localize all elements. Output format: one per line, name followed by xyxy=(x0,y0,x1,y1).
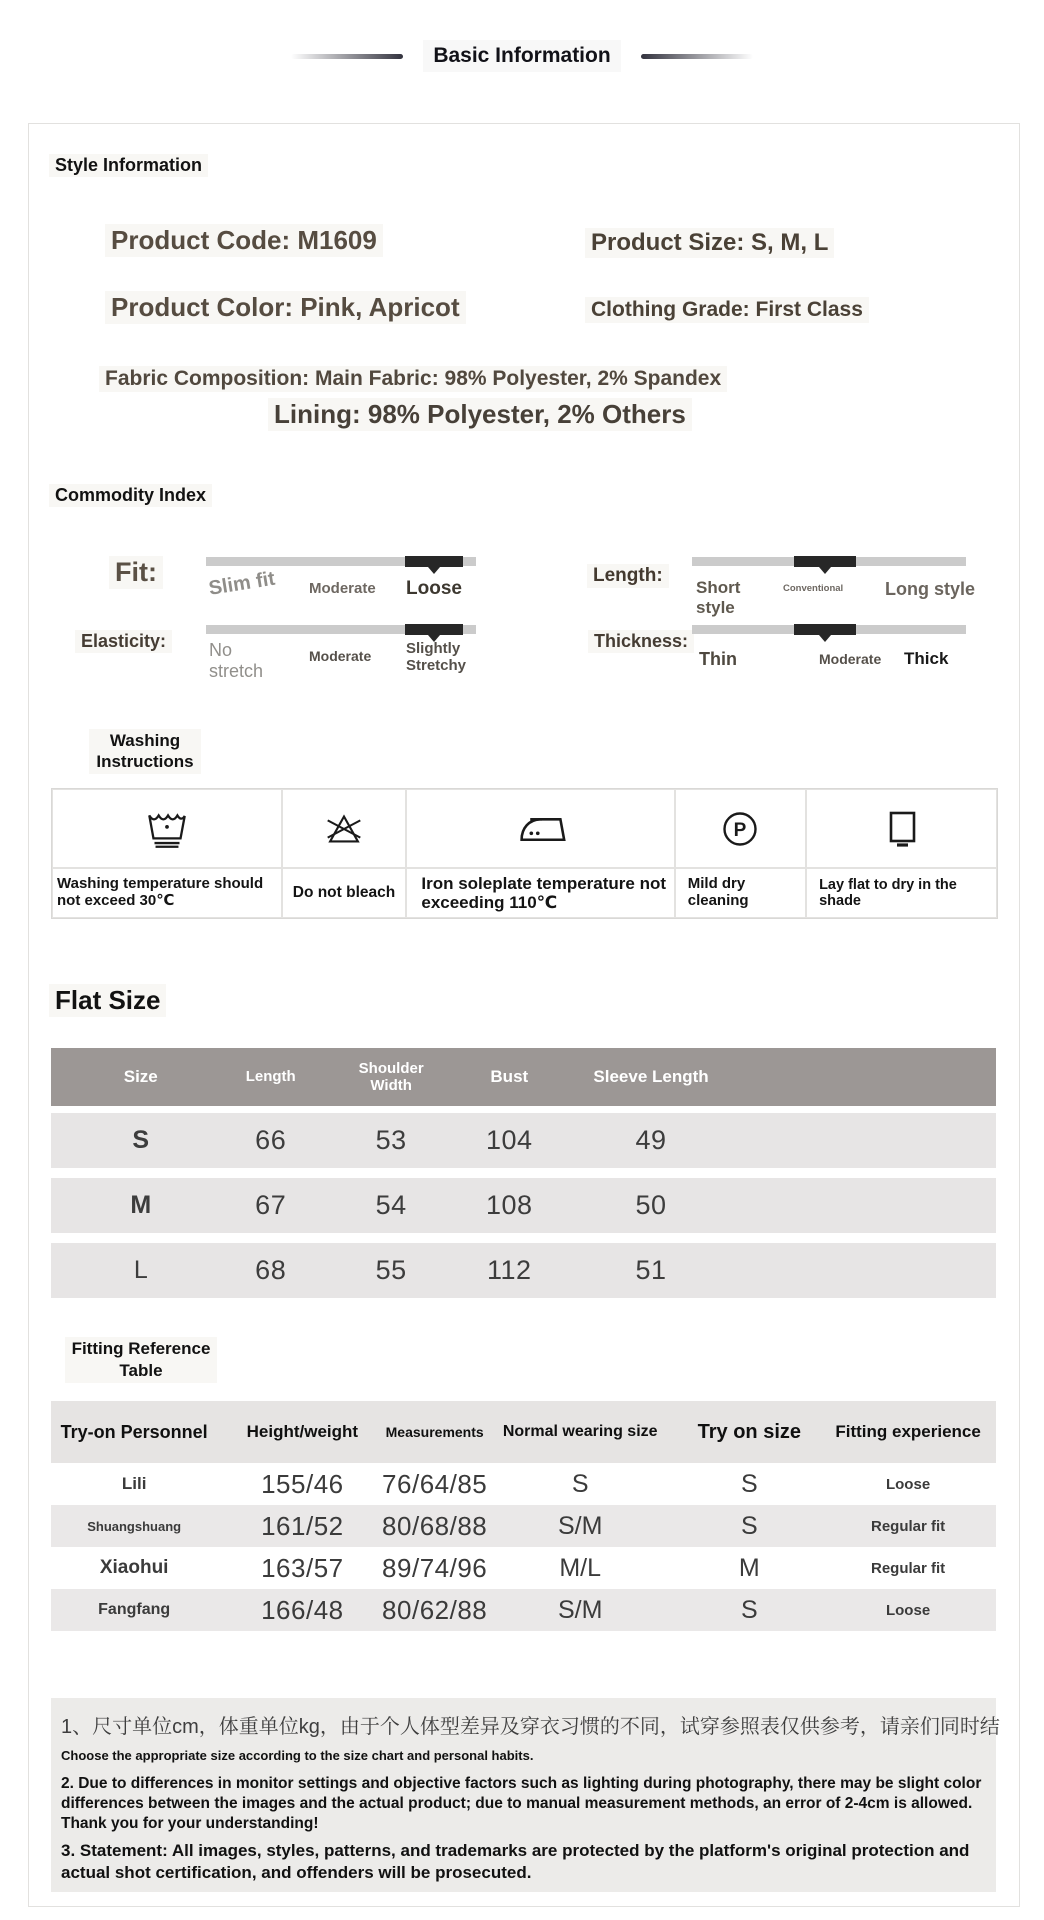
cell-bust: 108 xyxy=(486,1190,533,1220)
notes-block xyxy=(51,1698,1000,1892)
cell-bust: 104 xyxy=(486,1125,533,1155)
thickness-slider-pointer-icon xyxy=(819,635,831,642)
commodity-index-heading: Commodity Index xyxy=(49,484,212,507)
cell-experience: Loose xyxy=(885,1475,931,1493)
cell-experience: Regular fit xyxy=(870,1559,946,1577)
elasticity-slider xyxy=(75,616,495,706)
fitting-row-lili xyxy=(51,1463,996,1505)
cell-height-weight: 161/52 xyxy=(261,1510,344,1541)
banner xyxy=(0,40,1044,72)
length-tick-short-style: Short style xyxy=(696,578,741,617)
fit-slider-track xyxy=(206,557,476,566)
washing-instructions-heading: Washing Instructions xyxy=(89,729,201,774)
decorative-line-left-icon xyxy=(291,54,403,59)
fit-col-normal-size: Normal wearing size xyxy=(502,1423,658,1440)
cell-normal-size: S/M xyxy=(557,1595,603,1624)
fit-tick-moderate: Moderate xyxy=(309,580,376,597)
product-color: Product Color: Pink, Apricot xyxy=(105,291,466,324)
wash-30-icon xyxy=(52,789,282,868)
fit-slider-pointer-icon xyxy=(428,567,440,574)
elasticity-tick-moderate: Moderate xyxy=(309,648,372,664)
flat-col-bust: Bust xyxy=(490,1067,529,1087)
cell-measurements: 80/62/88 xyxy=(382,1594,488,1625)
decorative-line-right-icon xyxy=(641,54,753,59)
cell-length: 67 xyxy=(255,1190,287,1220)
slider-label-thickness: Thickness: xyxy=(588,630,694,653)
cell-length: 66 xyxy=(255,1125,287,1155)
flat-col-length: Length xyxy=(245,1068,296,1086)
lining-composition: Lining: 98% Polyester, 2% Others xyxy=(268,398,692,431)
flat-size-row-l xyxy=(51,1243,996,1298)
slider-label-elasticity: Elasticity: xyxy=(75,630,172,653)
note-1-zh: 1、尺寸单位cm，体重单位kg，由于个人体型差异及穿衣习惯的不同，试穿参照表仅供参考，请亲们同时结 xyxy=(61,1716,1000,1738)
cell-size: M xyxy=(130,1191,152,1219)
thickness-slider-track xyxy=(692,625,966,634)
fit-col-try-on-size: Try on size xyxy=(697,1420,802,1443)
cell-sleeve: 50 xyxy=(635,1190,667,1220)
fit-col-measurements: Measurements xyxy=(385,1424,484,1440)
cell-experience: Loose xyxy=(885,1601,931,1619)
length-tick-long-style: Long style xyxy=(885,579,976,599)
note-2: 2. Due to differences in monitor settings and objective factors such as lighting during photography, there may be slight color differences between the images and the actual product; due to manual measurement methods, an error of 2-4cm is allowed. Thank you for your understanding! xyxy=(61,1775,982,1832)
flat-size-table-header xyxy=(51,1048,996,1106)
cell-bust: 112 xyxy=(487,1255,532,1285)
fit-slider-active-segment xyxy=(405,556,463,567)
cell-person: Lili xyxy=(121,1474,147,1493)
cell-height-weight: 155/46 xyxy=(261,1468,344,1499)
fitting-row-fangfang xyxy=(51,1589,996,1631)
wash-caption-dry-clean: Mild dry cleaning xyxy=(675,868,806,918)
cell-length: 68 xyxy=(255,1255,287,1285)
cell-size: L xyxy=(133,1256,148,1284)
cell-normal-size: S xyxy=(571,1469,589,1498)
flat-col-size: Size xyxy=(123,1067,158,1087)
fit-col-height-weight: Height/weight xyxy=(246,1422,359,1441)
cell-measurements: 89/74/96 xyxy=(382,1552,488,1583)
flat-dry-shade-icon xyxy=(806,789,997,868)
fitting-row-xiaohui xyxy=(51,1547,996,1589)
cell-person: Shuangshuang xyxy=(87,1518,182,1534)
note-1-en: Choose the appropriate size according to the size chart and personal habits. xyxy=(61,1748,534,1763)
wash-caption-flat-dry: Lay flat to dry in the shade xyxy=(806,868,997,918)
length-slider-track xyxy=(692,557,966,566)
slider-label-fit: Fit: xyxy=(109,556,163,589)
dry-clean-p-icon xyxy=(675,789,806,868)
elasticity-slider-track xyxy=(206,625,476,634)
info-card xyxy=(28,123,1020,1907)
washing-instructions-table xyxy=(51,788,998,919)
fit-tick-loose: Loose xyxy=(406,578,462,599)
fitting-table-header xyxy=(51,1401,996,1463)
fitting-row-shuangshuang xyxy=(51,1505,996,1547)
wash-caption-iron: Iron soleplate temperature not exceeding 110℃ xyxy=(406,868,674,918)
thickness-tick-thick: Thick xyxy=(904,649,949,668)
cell-shoulder: 55 xyxy=(375,1255,407,1285)
cell-normal-size: M/L xyxy=(559,1553,602,1582)
cell-height-weight: 166/48 xyxy=(261,1594,344,1625)
flat-col-sleeve-length: Sleeve Length xyxy=(593,1067,709,1087)
product-code: Product Code: M1609 xyxy=(105,224,383,257)
fit-tick-slim-fit: Slim fit xyxy=(207,567,277,600)
fitting-reference-heading xyxy=(65,1337,217,1383)
do-not-bleach-icon xyxy=(282,789,407,868)
page-title: Basic Information xyxy=(423,40,620,72)
cell-measurements: 80/68/88 xyxy=(382,1510,488,1541)
clothing-grade: Clothing Grade: First Class xyxy=(585,297,869,323)
cell-size: S xyxy=(132,1126,150,1154)
elasticity-tick-no-stretch: No stretch xyxy=(209,640,264,681)
cell-experience: Regular fit xyxy=(870,1517,946,1535)
flat-size-row-s xyxy=(51,1113,996,1168)
thickness-slider xyxy=(588,616,1008,706)
svg-text:P: P xyxy=(734,819,747,841)
cell-shoulder: 54 xyxy=(375,1190,407,1220)
wash-caption-no-bleach: Do not bleach xyxy=(282,868,407,918)
fabric-composition: Fabric Composition: Main Fabric: 98% Polyester, 2% Spandex xyxy=(99,366,727,392)
elasticity-tick-slightly-stretchy: Slightly Stretchy xyxy=(406,640,467,675)
cell-try-size: S xyxy=(740,1511,758,1540)
cell-height-weight: 163/57 xyxy=(261,1552,344,1583)
length-slider-active-segment xyxy=(794,556,856,567)
cell-try-size: S xyxy=(740,1595,758,1624)
thickness-tick-moderate: Moderate xyxy=(819,651,882,667)
product-size: Product Size: S, M, L xyxy=(585,228,834,258)
cell-try-size: M xyxy=(738,1553,760,1582)
wash-caption-temperature: Washing temperature should not exceed 30℃ xyxy=(52,868,282,918)
fit-col-personnel: Try-on Personnel xyxy=(60,1421,208,1442)
cell-normal-size: S/M xyxy=(557,1511,603,1540)
fitting-heading-line1: Fitting Reference xyxy=(71,1339,211,1358)
flat-size-row-m xyxy=(51,1178,996,1233)
cell-shoulder: 53 xyxy=(375,1125,407,1155)
iron-low-icon xyxy=(406,789,674,868)
fit-col-experience: Fitting experience xyxy=(835,1422,981,1441)
slider-label-length: Length: xyxy=(587,564,669,588)
elasticity-slider-active-segment xyxy=(405,624,463,635)
length-tick-conventional: Conventional xyxy=(783,583,844,594)
cell-person: Xiaohui xyxy=(99,1557,169,1578)
thickness-tick-thin: Thin xyxy=(699,649,737,669)
length-slider-pointer-icon xyxy=(819,567,831,574)
flat-col-shoulder-width: Shoulder Width xyxy=(358,1059,424,1094)
cell-sleeve: 51 xyxy=(635,1255,667,1285)
cell-person: Fangfang xyxy=(98,1601,171,1618)
style-information-heading: Style Information xyxy=(49,154,208,177)
cell-measurements: 76/64/85 xyxy=(382,1468,488,1499)
thickness-slider-active-segment xyxy=(794,624,856,635)
fitting-heading-line2: Table xyxy=(119,1361,163,1381)
cell-sleeve: 49 xyxy=(635,1125,667,1155)
flat-size-heading: Flat Size xyxy=(49,984,166,1017)
note-3: 3. Statement: All images, styles, patterns, and trademarks are protected by the platform's original protection and actual shot certification, and offenders will be prosecuted. xyxy=(61,1841,970,1882)
cell-try-size: S xyxy=(740,1469,758,1498)
